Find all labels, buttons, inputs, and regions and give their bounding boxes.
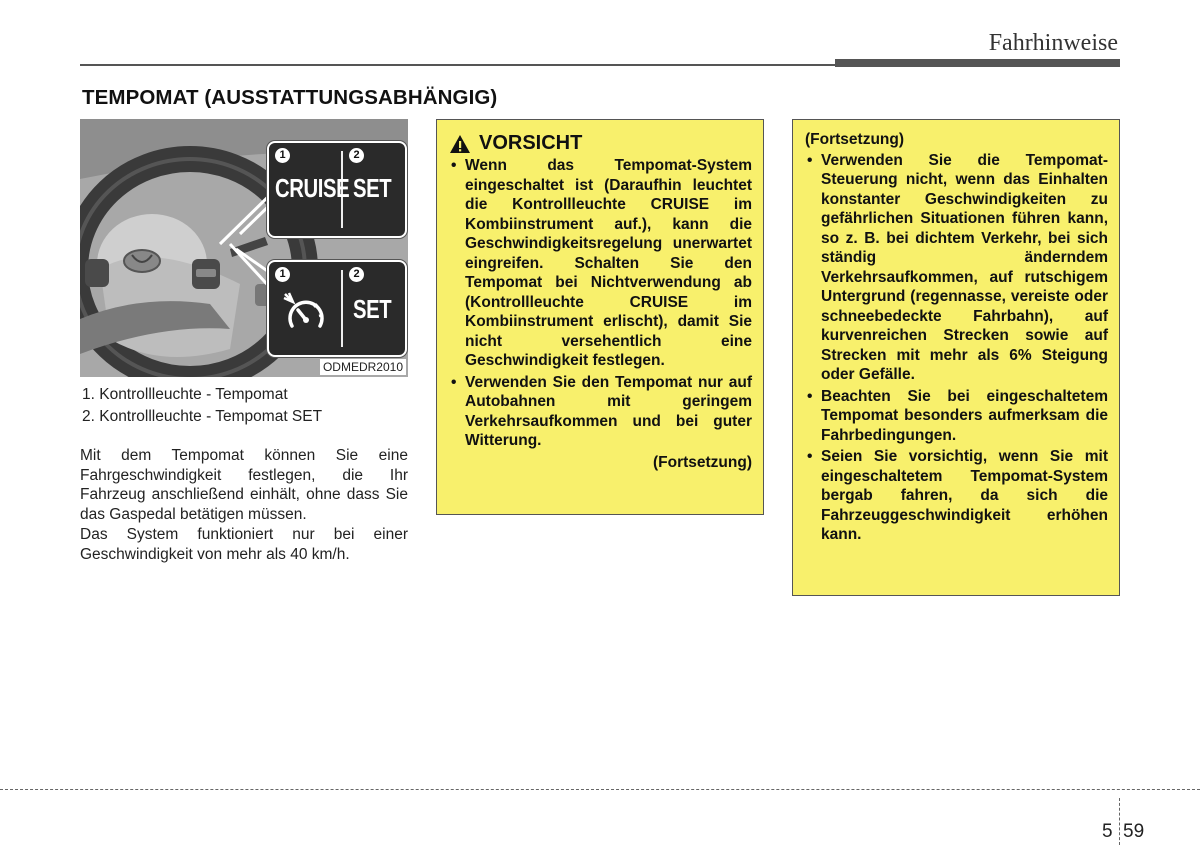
body-paragraph-2: Das System funktioniert nur bei einer Geschwindigkeit von mehr als 40 km/h. [80, 526, 408, 563]
set-label: SET [353, 294, 392, 324]
warning-triangle-icon [449, 134, 471, 154]
warning-list [449, 156, 752, 451]
callout-number-2: 2 [349, 148, 364, 163]
header-rule [80, 64, 840, 66]
callout-cruise-set [267, 141, 407, 238]
chapter-number: 5 [1102, 821, 1113, 842]
callout-icon-set [267, 260, 407, 357]
continued-label: (Fortsetzung) [652, 453, 752, 471]
footer-rule [0, 789, 1200, 790]
callout-number-1: 1 [275, 267, 290, 282]
continued-heading: (Fortsetzung) [805, 131, 905, 148]
callout-number-1: 1 [275, 148, 290, 163]
page-number: 59 [1123, 821, 1145, 842]
warning-heading [449, 134, 752, 154]
warning-box-continued [792, 119, 1120, 596]
warning-heading-text: VORSICHT [479, 132, 583, 155]
body-paragraph-1: Mit dem Tempomat können Sie eine Fahrgeschwindigkeit festlegen, die Ihr Fahrzeug anschließend einhält, ohne dass Sie das Gaspedal betätigen müssen. [80, 447, 408, 523]
footer-divider [1119, 798, 1120, 845]
section-title: TEMPOMAT (AUSSTATTUNGSABHÄNGIG) [82, 86, 498, 109]
caption-1: 1. Kontrollleuchte - Tempomat [82, 386, 288, 403]
callout-number-2: 2 [349, 267, 364, 282]
warning-box [436, 119, 764, 515]
warning-item: • Verwenden Sie die Tempomat-Steuerung nicht, wenn das Einhalten konstanter Geschwindigkeiten zu gefährlichen Situationen führen kann, so z. B. bei dichtem Verkehr, bei sich ständig änderndem Verkehrsaufkommen, auf rutschigem Untergrund (regennasse, vereiste oder schneebedeckte Fahrbahn), auf kurvenreichen Strecken sowie auf Strecken mit mehr als 6% Steigung oder Gefälle. [805, 151, 1108, 385]
callout-divider [341, 270, 343, 347]
cruise-label: CRUISE [275, 173, 350, 203]
chapter-title: Fahrhinweise [988, 30, 1118, 56]
warning-item: • Wenn das Tempomat-System eingeschaltet ist (Daraufhin leuchtet die Kontrollleuchte CRUISE im Kombiinstrument auf.), kann die Geschwindigkeitsregelung unerwartet eingreifen. Schalten Sie den Tempomat bei Nichtverwendung ab (Kontrollleuchte CRUISE im Kombiinstrument erlischt), damit Sie nicht versehentlich eine Geschwindigkeit festlegen. [449, 156, 752, 371]
warning-item: • Seien Sie vorsichtig, wenn Sie mit eingeschaltetem Tempomat-System bergab fahren, da sich die Fahrzeuggeschwindigkeit erhöhen kann. [805, 447, 1108, 545]
cruise-speedometer-icon [283, 290, 329, 336]
header-rule-accent [835, 59, 1120, 67]
warning-list-continued [805, 151, 1108, 545]
body-text [80, 446, 408, 566]
caption-2: 2. Kontrollleuchte - Tempomat SET [82, 408, 323, 425]
set-label: SET [353, 173, 392, 203]
warning-item: • Beachten Sie bei eingeschaltetem Tempomat besonders aufmerksam die Fahrbedingungen. [805, 387, 1108, 446]
warning-item: • Verwenden Sie den Tempomat nur auf Autobahnen mit geringem Verkehrsaufkommen und bei guter Witterung. [449, 373, 752, 451]
figure-code: ODMEDR2010 [320, 359, 406, 375]
